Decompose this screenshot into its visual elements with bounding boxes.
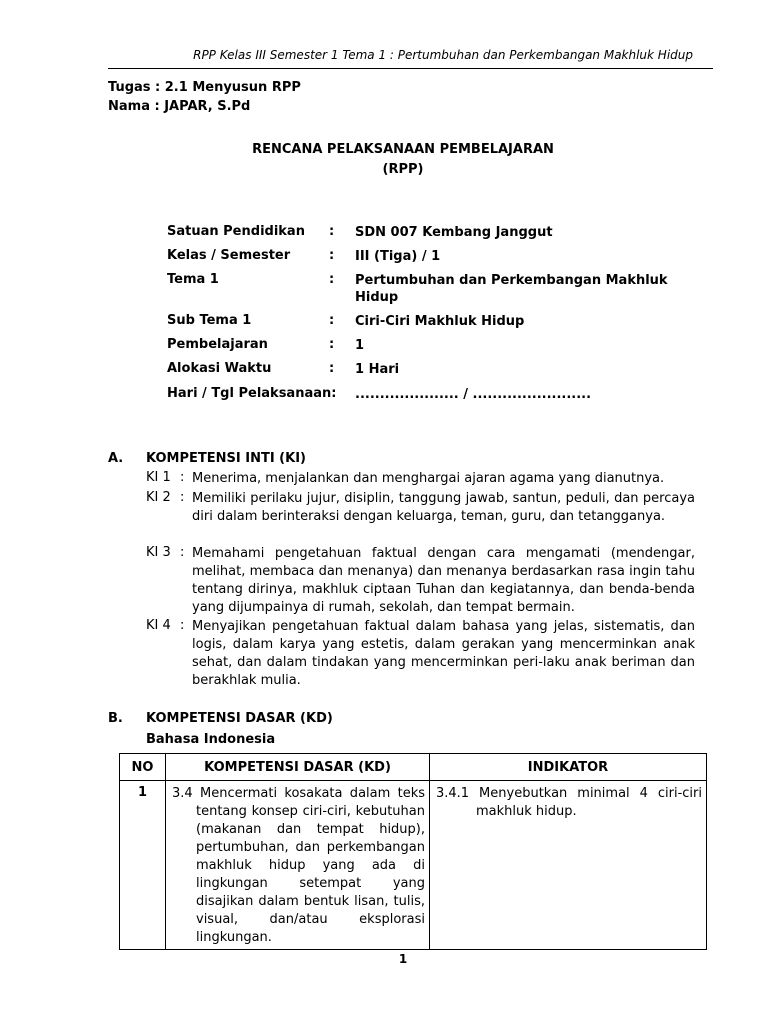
kd-cell — [166, 781, 430, 950]
table-row — [120, 781, 707, 950]
identity-value: ..................... / ........................ — [355, 387, 592, 402]
ki-colon: : — [180, 545, 185, 560]
identity-value: SDN 007 Kembang Janggut — [355, 225, 553, 240]
document-subtitle: (RPP) — [382, 162, 424, 177]
section-a-title: KOMPETENSI INTI (KI) — [146, 451, 306, 466]
row-number: 1 — [120, 781, 166, 950]
document-title: RENCANA PELAKSANAAN PEMBELAJARAN — [252, 142, 554, 157]
identity-value: 1 Hari — [355, 362, 400, 377]
identity-value: III (Tiga) / 1 — [355, 249, 441, 264]
identity-label: Tema 1 — [167, 272, 219, 287]
kd-table — [119, 753, 707, 950]
identity-value: 1 — [355, 338, 365, 353]
identity-label: Hari / Tgl Pelaksanaan: — [167, 386, 337, 401]
header-kd: KOMPETENSI DASAR (KD) — [166, 754, 430, 781]
header-divider — [108, 68, 713, 69]
page-number: 1 — [398, 952, 408, 966]
ki-text: Menerima, menjalankan dan menghargai ajaran agama yang dianutnya. — [192, 471, 665, 486]
identity-label: Satuan Pendidikan — [167, 224, 305, 239]
assignment-name: Nama : JAPAR, S.Pd — [108, 99, 251, 114]
identity-value: Pertumbuhan dan Perkembangan Makhluk Hidup — [355, 273, 668, 305]
identity-colon: : — [329, 272, 335, 287]
running-header-topic: Pertumbuhan dan Perkembangan Makhluk Hidup — [397, 48, 693, 62]
ki-code: KI 1 — [146, 470, 171, 485]
ki-code: KI 4 — [146, 618, 171, 633]
running-header-prefix: RPP Kelas III Semester 1 Tema 1 : — [193, 48, 398, 62]
ki-colon: : — [180, 490, 185, 505]
ki-colon: : — [180, 618, 185, 633]
identity-label: Sub Tema 1 — [167, 313, 252, 328]
running-header — [193, 48, 693, 62]
identity-colon: : — [329, 313, 335, 328]
identity-colon: : — [329, 337, 335, 352]
section-b-title: KOMPETENSI DASAR (KD) — [146, 711, 333, 726]
indikator-cell — [430, 781, 707, 950]
identity-colon: : — [329, 361, 335, 376]
subject-heading: Bahasa Indonesia — [146, 732, 276, 747]
ki-text: Menyajikan pengetahuan faktual dalam bahasa yang jelas, sistematis, dan logis, dalam karya yang estetis, dalam gerakan yang mencerminkan anak sehat, dan dalam tindakan yang mencerminkan peri-laku anak beriman dan berakhlak mulia. — [192, 619, 695, 688]
kd-table-header-row — [120, 754, 707, 781]
ki-code: KI 3 — [146, 545, 171, 560]
header-indikator: INDIKATOR — [430, 754, 707, 781]
section-b-letter: B. — [108, 711, 123, 726]
header-no: NO — [120, 754, 166, 781]
identity-label: Kelas / Semester — [167, 248, 291, 263]
ki-text: Memahami pengetahuan faktual dengan cara mengamati (mendengar, melihat, membaca dan menanya) dan menanya berdasarkan rasa ingin tahu tentang dirinya, makhluk ciptaan Tuhan dan kegiatannya, dan benda-benda yang dijumpainya di rumah, sekolah, dan tempat bermain. — [192, 546, 695, 615]
identity-colon: : — [329, 224, 335, 239]
identity-label: Alokasi Waktu — [167, 361, 272, 376]
ki-text: Memiliki perilaku jujur, disiplin, tanggung jawab, santun, peduli, dan percaya diri dalam berinteraksi dengan keluarga, teman, guru, dan tetangganya. — [192, 491, 695, 524]
identity-value: Ciri-Ciri Makhluk Hidup — [355, 314, 525, 329]
section-a-letter: A. — [108, 451, 124, 466]
assignment-task: Tugas : 2.1 Menyusun RPP — [108, 80, 301, 95]
identity-colon: : — [329, 248, 335, 263]
ki-colon: : — [180, 470, 185, 485]
identity-label: Pembelajaran — [167, 337, 268, 352]
indikator-text: 3.4.1 Menyebutkan minimal 4 ciri-ciri makhluk hidup. — [436, 786, 702, 819]
ki-code: KI 2 — [146, 490, 171, 505]
kd-text: 3.4 Mencermati kosakata dalam teks tentang konsep ciri-ciri, kebutuhan (makanan dan tempat hidup), pertumbuhan, dan perkembangan makhluk hidup yang ada di lingkungan setempat yang disajikan dalam bentuk lisan, tulis, visual, dan/atau eksplorasi lingkungan. — [172, 786, 425, 945]
